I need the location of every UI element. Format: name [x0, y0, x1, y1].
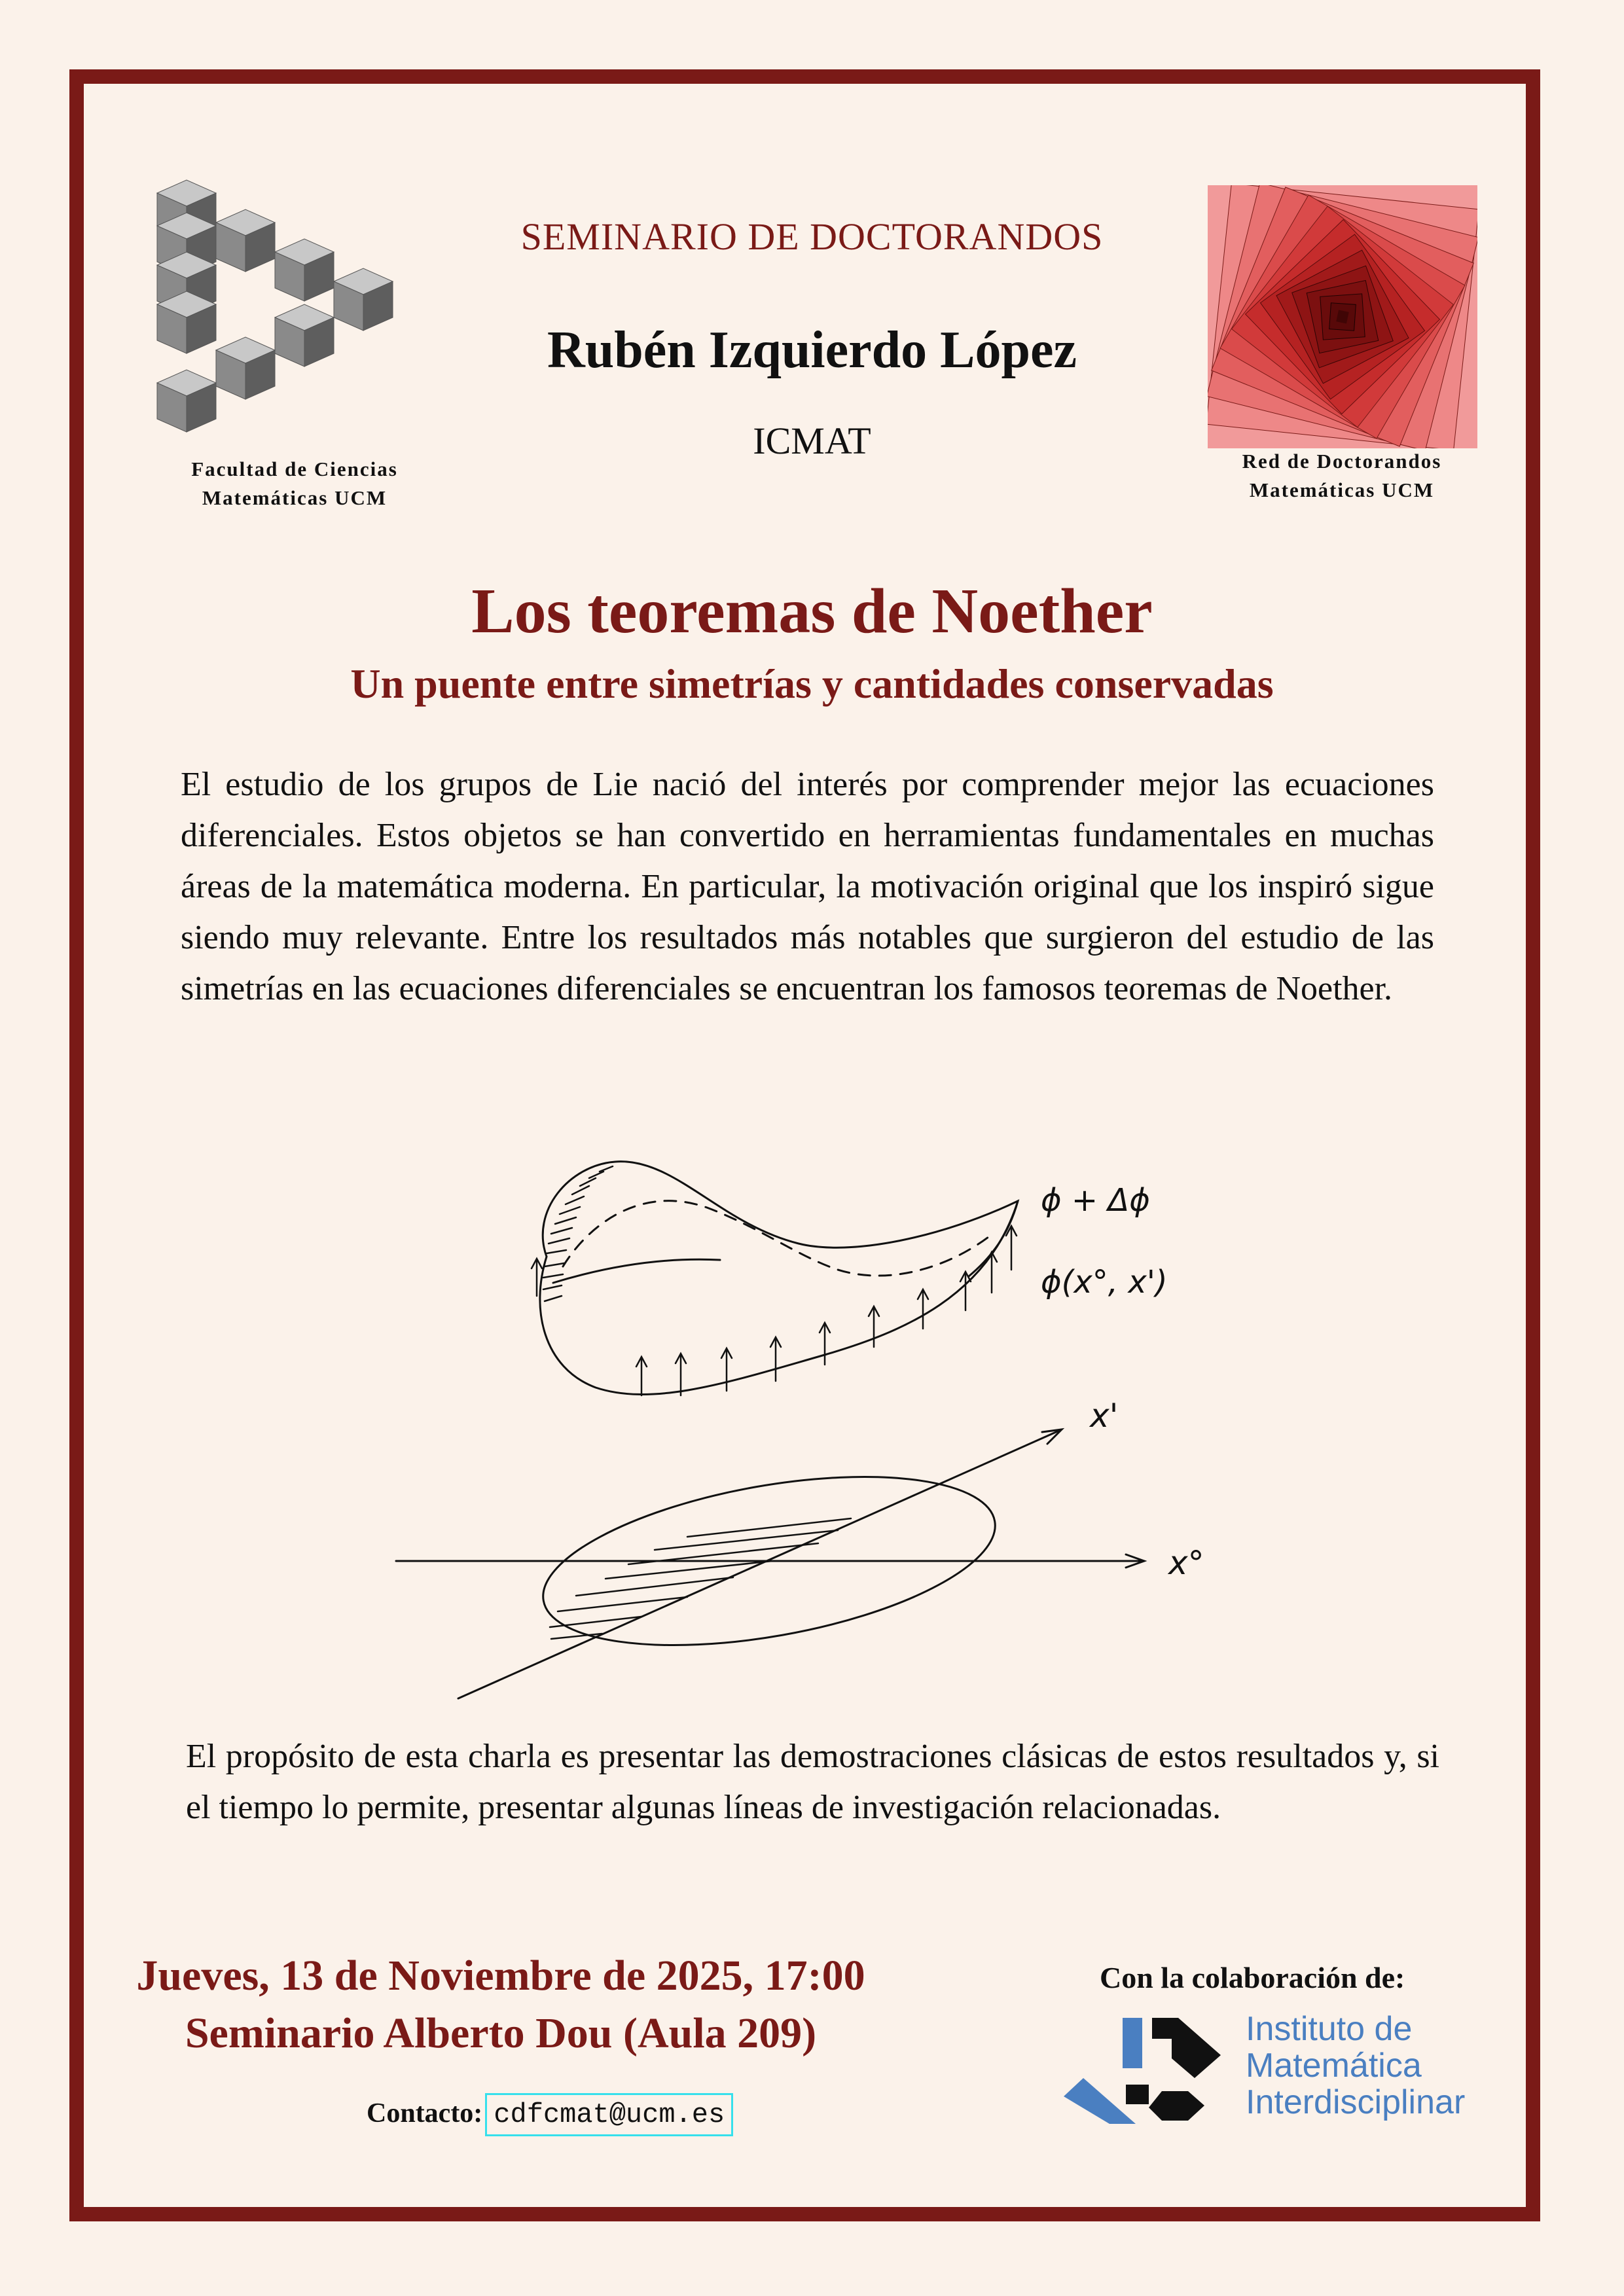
facultad-logo-caption-1: Facultad de Ciencias	[191, 457, 398, 480]
speaker-institution: ICMAT	[753, 420, 871, 462]
imi-name-line-1: Instituto de	[1246, 2010, 1413, 2048]
contact-row	[367, 2098, 733, 2130]
label-axis-x0: x°	[1168, 1544, 1204, 1582]
abstract-paragraph-1: El estudio de los grupos de Lie nació del interés por comprender mejor las ecuaciones diferenciales. Estos objetos se han convertido en herramientas fundamentales en muchas áreas de la matemática moderna. En particular, la motivación original que los inspiró sigue siendo muy relevante. Entre los resultados más notables que surgieron del estudio de las simetrías en las ecuaciones diferenciales se encuentran los famosos teoremas de Noether.	[181, 766, 1434, 1007]
label-phi-x: ϕ(x°, x')	[1041, 1264, 1168, 1300]
red-logo-caption-1: Red de Doctorandos	[1242, 450, 1442, 473]
imi-name-line-3: Interdisciplinar	[1246, 2083, 1466, 2121]
event-place: Seminario Alberto Dou (Aula 209)	[185, 2009, 817, 2057]
contact-label: Contacto:	[367, 2098, 483, 2128]
facultad-logo-caption-2: Matemáticas UCM	[202, 486, 388, 509]
talk-title: Los teoremas de Noether	[471, 576, 1153, 647]
label-phi-plus-delta: ϕ + Δϕ	[1041, 1182, 1150, 1219]
imi-name	[1246, 2011, 1465, 2121]
label-axis-x1: x'	[1090, 1397, 1119, 1435]
red-logo-caption-2: Matemáticas UCM	[1249, 478, 1435, 501]
imi-name-line-2: Matemática	[1246, 2047, 1422, 2085]
noether-sketch-figure	[380, 1139, 1296, 1721]
imi-logo-mark	[1064, 2013, 1224, 2127]
seminar-series: SEMINARIO DE DOCTORANDOS	[520, 215, 1104, 258]
contact-email-link[interactable]: cdfcmat@ucm.es	[485, 2093, 733, 2136]
collaboration-label: Con la colaboración de:	[1100, 1961, 1405, 1994]
speaker-name: Rubén Izquierdo López	[547, 321, 1077, 379]
talk-subtitle: Un puente entre simetrías y cantidades conservadas	[350, 660, 1274, 707]
event-date-time: Jueves, 13 de Noviembre de 2025, 17:00	[136, 1952, 865, 2000]
abstract-paragraph-2: El propósito de esta charla es presentar las demostraciones clásicas de estos resultados y, si el tiempo lo permite, presentar algunas líneas de investigación relacionadas.	[186, 1738, 1439, 1826]
